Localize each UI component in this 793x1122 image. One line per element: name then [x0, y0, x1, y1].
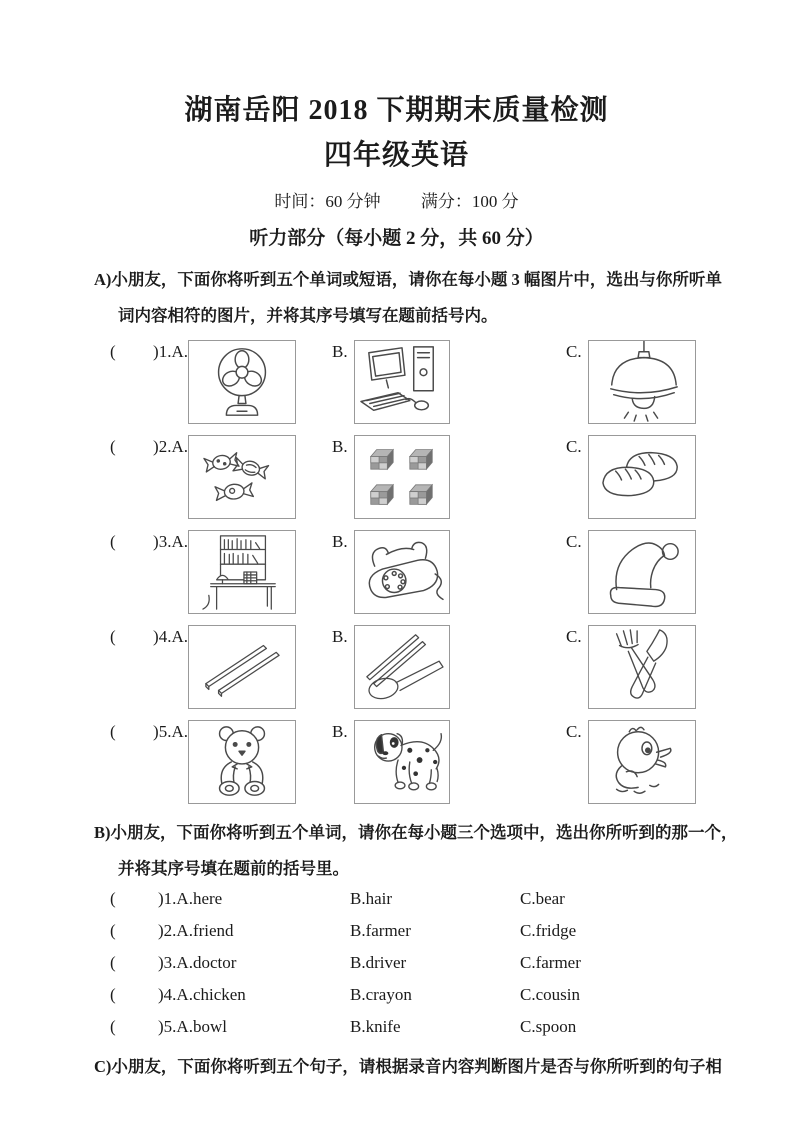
part-b-question-5	[110, 1017, 793, 1037]
option-b-label: B.	[332, 342, 348, 361]
option-b-image-box	[354, 435, 450, 519]
option-b-word: B.farmer	[350, 921, 411, 940]
option-b-image-box	[354, 530, 450, 614]
option-c-word: C.farmer	[520, 953, 581, 972]
part-a-question-5	[96, 720, 793, 804]
option-b-label: B.	[332, 627, 348, 646]
part-b-question-1	[110, 889, 793, 909]
open-paren: (	[110, 627, 116, 646]
question-number-label: )3.A.	[153, 532, 188, 551]
option-c-image-box	[588, 625, 696, 709]
option-b-label: B.	[332, 437, 348, 456]
answer-bracket-q3	[96, 530, 188, 552]
option-c-label: C.	[566, 532, 582, 551]
dalmatian-puppy-image	[355, 721, 449, 803]
teddy-bear-image	[189, 721, 295, 803]
part-a-instructions-line1: A)小朋友，下面你将听到五个单词或短语，请你在每小题 3 幅图片中，选出与你所听单	[94, 270, 722, 289]
part-a-picture-grid	[0, 340, 793, 804]
part-c-instructions-line1: C)小朋友，下面你将听到五个句子，请根据录音内容判断图片是否与你所听到的句子相	[94, 1057, 722, 1076]
exam-meta	[0, 190, 793, 214]
part-a-instructions	[94, 262, 793, 334]
option-b-word: B.hair	[350, 889, 393, 908]
option-c-image-box	[588, 720, 696, 804]
chopsticks-image	[189, 626, 295, 708]
candies-image	[189, 436, 295, 518]
open-paren: (	[110, 722, 116, 741]
part-a-question-2	[96, 435, 793, 519]
open-paren: (	[110, 921, 116, 940]
question-number-label: )1.A.	[153, 342, 188, 361]
question-number-label: )4.A.	[153, 627, 188, 646]
answer-bracket-q1	[96, 340, 188, 362]
part-b-question-3	[110, 953, 793, 973]
option-a-image-box	[188, 530, 296, 614]
option-a-image-box	[188, 720, 296, 804]
open-paren: (	[110, 985, 116, 1004]
page-subtitle: 四年级英语	[323, 140, 469, 171]
part-b-question-list	[0, 889, 793, 1037]
option-b-image-box	[354, 720, 450, 804]
answer-bracket-q2	[96, 435, 188, 457]
listening-section-heading: 听力部分（每小题 2 分，共 60 分）	[249, 228, 544, 249]
pendant-lamp-image	[589, 341, 695, 423]
option-b-word: B.crayon	[350, 985, 412, 1004]
option-a-word: )4.A.chicken	[158, 985, 246, 1004]
fork-and-knife-image	[589, 626, 695, 708]
part-a-instructions-line2: 词内容相符的图片，并将其序号填写在题前括号内。	[118, 306, 498, 325]
open-paren: (	[110, 953, 116, 972]
option-a-image-box	[188, 625, 296, 709]
part-a-question-4	[96, 625, 793, 709]
option-c-image-box	[588, 530, 696, 614]
part-a-question-3	[96, 530, 793, 614]
option-b-word: B.driver	[350, 953, 407, 972]
option-c-label: C.	[566, 627, 582, 646]
page-title: 湖南岳阳 2018 下期期末质量检测	[184, 95, 609, 126]
option-c-word: C.spoon	[520, 1017, 577, 1036]
option-c-word: C.cousin	[520, 985, 580, 1004]
answer-bracket-q4	[96, 625, 188, 647]
question-number-label: )2.A.	[153, 437, 188, 456]
bread-loaves-image	[589, 436, 695, 518]
open-paren: (	[110, 437, 116, 456]
option-c-label: C.	[566, 437, 582, 456]
option-a-word: )1.A.here	[158, 889, 223, 908]
option-a-word: )3.A.doctor	[158, 953, 237, 972]
option-b-label: B.	[332, 532, 348, 551]
option-c-image-box	[588, 340, 696, 424]
option-a-word: )2.A.friend	[158, 921, 234, 940]
option-c-label: C.	[566, 342, 582, 361]
answer-bracket-q5	[96, 720, 188, 742]
electric-fan-image	[189, 341, 295, 423]
option-a-image-box	[188, 340, 296, 424]
option-b-label: B.	[332, 722, 348, 741]
open-paren: (	[110, 1017, 116, 1036]
part-b-instructions	[94, 815, 793, 887]
option-b-image-box	[354, 340, 450, 424]
time-limit-label: 时间：60 分钟	[274, 192, 381, 211]
option-b-word: B.knife	[350, 1017, 401, 1036]
option-a-word: )5.A.bowl	[158, 1017, 227, 1036]
open-paren: (	[110, 342, 116, 361]
part-b-instructions-line2: 并将其序号填在题前的括号里。	[118, 859, 349, 878]
duckling-image	[589, 721, 695, 803]
gift-cubes-image	[355, 436, 449, 518]
part-c-instructions	[94, 1049, 793, 1085]
desktop-computer-image	[355, 341, 449, 423]
option-c-word: C.bear	[520, 889, 565, 908]
option-b-image-box	[354, 625, 450, 709]
option-a-image-box	[188, 435, 296, 519]
full-score-label: 满分：100 分	[420, 192, 519, 211]
santa-hat-image	[589, 531, 695, 613]
part-b-question-4	[110, 985, 793, 1005]
question-number-label: )5.A.	[153, 722, 188, 741]
part-a-question-1	[96, 340, 793, 424]
option-c-image-box	[588, 435, 696, 519]
part-b-question-2	[110, 921, 793, 941]
chopsticks-and-spoon-image	[355, 626, 449, 708]
part-b-instructions-line1: B)小朋友，下面你将听到五个单词，请你在每小题三个选项中，选出你所听到的那一个，	[94, 823, 738, 842]
option-c-label: C.	[566, 722, 582, 741]
bookshelf-desk-image	[189, 531, 295, 613]
open-paren: (	[110, 889, 116, 908]
rotary-telephone-image	[355, 531, 449, 613]
open-paren: (	[110, 532, 116, 551]
option-c-word: C.fridge	[520, 921, 577, 940]
